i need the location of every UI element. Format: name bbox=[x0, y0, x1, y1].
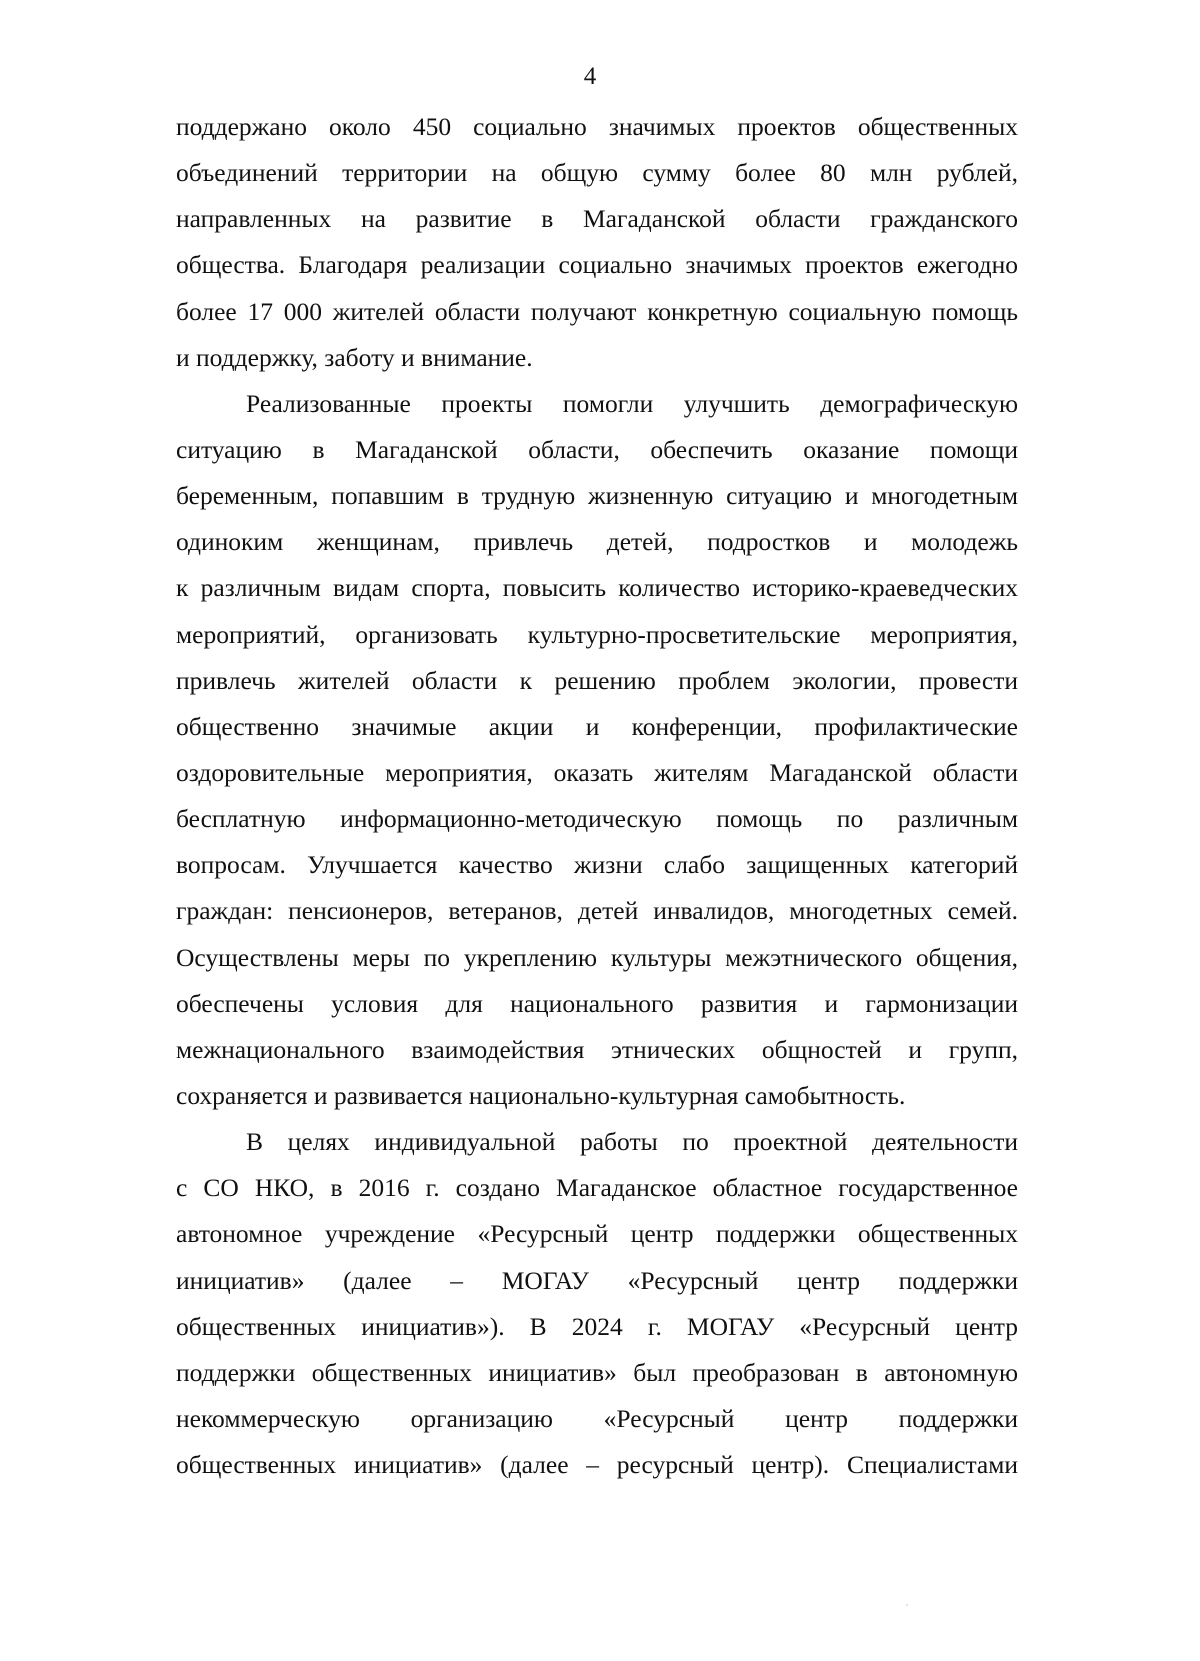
text-line: общественно значимые акции и конференции, профилактические bbox=[176, 711, 1018, 741]
text-line: одиноким женщинам, привлечь детей, подростков и молодежь bbox=[176, 527, 1018, 557]
text-line: ситуацию в Магаданской области, обеспечить оказание помощи bbox=[176, 434, 1018, 464]
paragraph-3 bbox=[176, 1119, 1018, 1488]
text-line: оздоровительные мероприятия, оказать жителям Магаданской области bbox=[176, 757, 1018, 787]
text-line: автономное учреждение «Ресурсный центр поддержки общественных bbox=[176, 1219, 1018, 1249]
text-line: некоммерческую организацию «Ресурсный центр поддержки bbox=[176, 1403, 1018, 1433]
text-line: объединений территории на общую сумму более 80 млн рублей, bbox=[176, 158, 1018, 188]
text-line: с СО НКО, в 2016 г. создано Магаданское областное государственное bbox=[176, 1173, 1018, 1203]
text-line: межнационального взаимодействия этнических общностей и групп, bbox=[176, 1034, 1018, 1064]
text-line: поддержки общественных инициатив» был преобразован в автономную bbox=[176, 1357, 1018, 1387]
text-line: Реализованные проекты помогли улучшить демографическую bbox=[246, 388, 1018, 418]
text-line: более 17 000 жителей области получают конкретную социальную помощь bbox=[176, 296, 1018, 326]
text-line: общественных инициатив»). В 2024 г. МОГАУ «Ресурсный центр bbox=[176, 1311, 1018, 1341]
page-number: 4 bbox=[583, 63, 597, 90]
text-line: граждан: пенсионеров, ветеранов, детей инвалидов, многодетных семей. bbox=[176, 896, 1018, 926]
text-line: привлечь жителей области к решению проблем экологии, провести bbox=[176, 665, 1018, 695]
scan-artifact bbox=[906, 1604, 908, 1606]
text-line: поддержано около 450 социально значимых проектов общественных bbox=[176, 112, 1018, 141]
text-line: общественных инициатив» (далее – ресурсный центр). Специалистами bbox=[176, 1450, 1018, 1480]
text-line: сохраняется и развивается национально-культурная самобытность. bbox=[176, 1080, 906, 1110]
text-line: обеспечены условия для национального развития и гармонизации bbox=[176, 988, 1018, 1018]
document-body bbox=[176, 104, 1018, 1488]
text-line: бесплатную информационно-методическую помощь по различным bbox=[176, 804, 1018, 834]
text-line: направленных на развитие в Магаданской области гражданского bbox=[176, 204, 1018, 234]
paragraph-2 bbox=[176, 381, 1018, 1119]
text-line: к различным видам спорта, повысить количество историко-краеведческих bbox=[176, 573, 1018, 603]
paragraph-1 bbox=[176, 104, 1018, 381]
text-line: беременным, попавшим в трудную жизненную ситуацию и многодетным bbox=[176, 481, 1018, 511]
text-line: Осуществлены меры по укреплению культуры межэтнического общения, bbox=[176, 942, 1018, 972]
text-line: и поддержку, заботу и внимание. bbox=[176, 342, 533, 372]
text-line: инициатив» (далее – МОГАУ «Ресурсный центр поддержки bbox=[176, 1265, 1018, 1295]
text-line: мероприятий, организовать культурно-просветительские мероприятия, bbox=[176, 619, 1018, 649]
text-line: общества. Благодаря реализации социально значимых проектов ежегодно bbox=[176, 250, 1018, 280]
text-line: вопросам. Улучшается качество жизни слабо защищенных категорий bbox=[176, 850, 1018, 880]
text-line: В целях индивидуальной работы по проектной деятельности bbox=[246, 1127, 1018, 1157]
